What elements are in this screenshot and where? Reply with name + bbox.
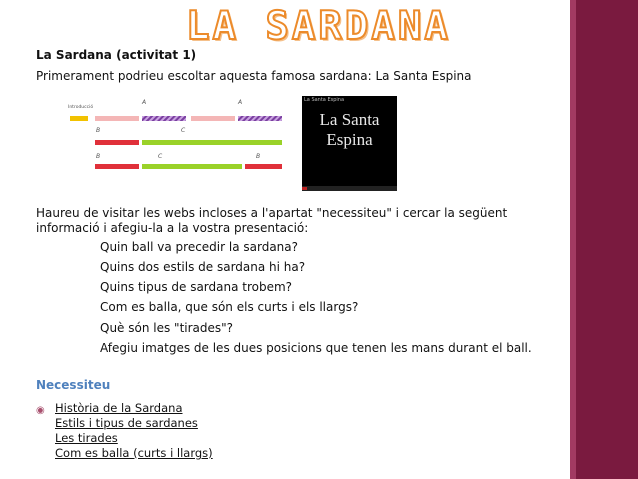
diagram-label-b2: B <box>96 153 101 160</box>
video-progress-track[interactable] <box>302 186 397 191</box>
question-4: Com es balla, que són els curts i els llargs? <box>100 300 359 314</box>
diagram-b2-bar <box>95 164 139 169</box>
link-estils[interactable]: Estils i tipus de sardanes <box>55 416 198 430</box>
diagram-a2-striped-bar <box>238 116 282 121</box>
slide-title: LA SARDANA <box>186 4 451 49</box>
necessiteu-heading: Necessiteu <box>36 378 111 392</box>
diagram-label-b3: B <box>256 153 261 160</box>
bullet-icon: ◉ <box>36 405 45 416</box>
video-title-line2: Espina <box>326 130 373 149</box>
activity-subtitle: La Sardana (activitat 1) <box>36 48 197 62</box>
video-title-line1: La Santa <box>319 110 380 129</box>
diagram-b1-bar <box>95 140 139 145</box>
resource-links <box>55 401 213 461</box>
intro-text: Primerament podrieu escoltar aquesta famosa sardana: La Santa Espina <box>36 69 472 83</box>
diagram-a1-striped-bar <box>142 116 186 121</box>
sardana-structure-diagram <box>66 96 286 174</box>
video-progress-fill <box>302 187 307 190</box>
link-historia[interactable]: Història de la Sardana <box>55 401 183 415</box>
diagram-b3-bar <box>245 164 282 169</box>
decorative-sidebar <box>570 0 638 479</box>
link-com-es-balla[interactable]: Com es balla (curts i llargs) <box>55 446 213 460</box>
video-header: La Santa Espina <box>304 97 345 103</box>
question-2: Quins dos estils de sardana hi ha? <box>100 260 306 274</box>
diagram-c2-bar <box>142 164 242 169</box>
instructions-line-1: Haureu de visitar les webs incloses a l'apartat "necessiteu" i cercar la següent <box>36 206 508 220</box>
diagram-a1-solid-bar <box>95 116 139 121</box>
video-thumbnail[interactable] <box>302 96 397 191</box>
question-6: Afegiu imatges de les dues posicions que tenen les mans durant el ball. <box>100 341 532 355</box>
diagram-intro-bar <box>70 116 88 121</box>
diagram-a2-solid-bar <box>191 116 235 121</box>
diagram-label-c2: C <box>158 153 163 160</box>
video-title-text <box>302 110 397 150</box>
question-3: Quins tipus de sardana trobem? <box>100 280 293 294</box>
diagram-label-a1: A <box>142 99 147 106</box>
diagram-label-c1: C <box>181 127 186 134</box>
link-tirades[interactable]: Les tirades <box>55 431 118 445</box>
instructions-line-2: informació i afegiu-la a la vostra presentació: <box>36 221 309 235</box>
diagram-label-a2: A <box>238 99 243 106</box>
diagram-label-intro: Introducció <box>68 105 94 110</box>
diagram-c1-bar <box>142 140 282 145</box>
question-1: Quin ball va precedir la sardana? <box>100 240 299 254</box>
diagram-label-b1: B <box>96 127 101 134</box>
question-5: Què són les "tirades"? <box>100 321 234 335</box>
